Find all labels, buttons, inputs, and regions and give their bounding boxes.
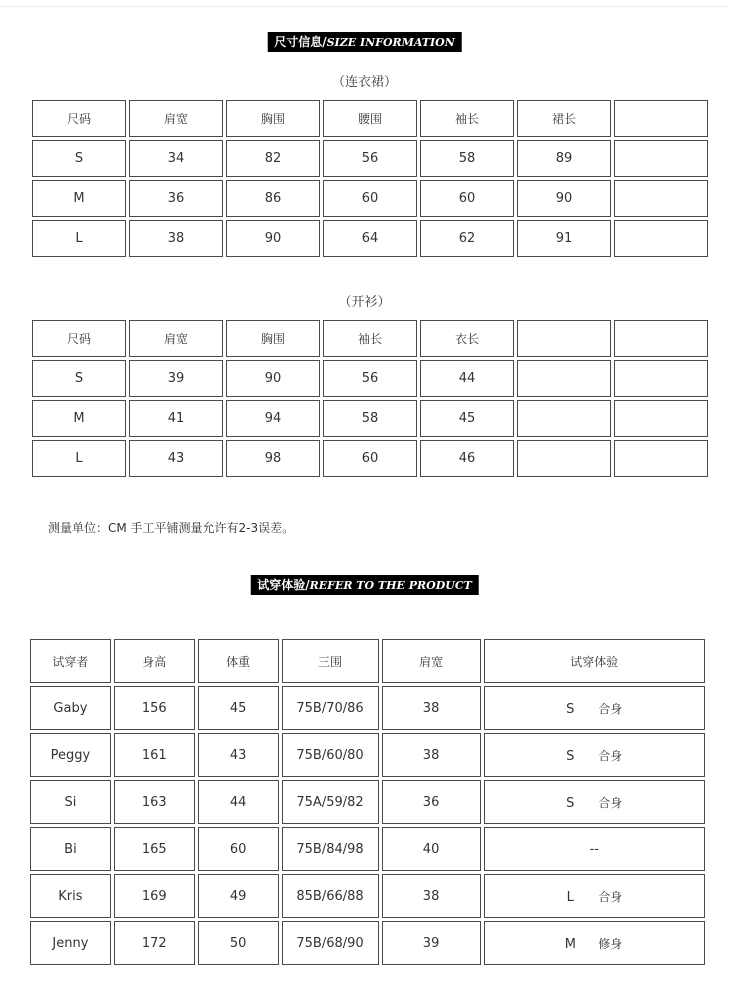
- tryon-name-cell: Gaby: [30, 686, 111, 730]
- table-cell: L: [32, 220, 126, 257]
- tryon-measurements-cell: 75A/59/82: [282, 780, 379, 824]
- table-cell: 58: [420, 140, 514, 177]
- tryon-height-cell: 156: [114, 686, 195, 730]
- header-cell: 体重: [198, 639, 279, 683]
- tryon-height-cell: 172: [114, 921, 195, 965]
- header-cell: [614, 320, 708, 357]
- header-cell: 衣长: [420, 320, 514, 357]
- tryon-measurements-cell: 85B/66/88: [282, 874, 379, 918]
- tryon-weight-cell: 60: [198, 827, 279, 871]
- tryon-shoulder-cell: 40: [382, 827, 481, 871]
- tryon-weight-cell: 49: [198, 874, 279, 918]
- table-cell: 45: [420, 400, 514, 437]
- table-cell: L: [32, 440, 126, 477]
- size-info-banner-cn: 尺寸信息/: [274, 35, 327, 49]
- table-row: [32, 360, 708, 397]
- tryon-name-cell: Kris: [30, 874, 111, 918]
- header-cell: [614, 100, 708, 137]
- tryon-height-cell: 163: [114, 780, 195, 824]
- tryon-fit: 修身: [598, 936, 623, 951]
- tryon-shoulder-cell: 39: [382, 921, 481, 965]
- table-cell: 56: [323, 140, 417, 177]
- tryon-shoulder-cell: 38: [382, 686, 481, 730]
- table-cell: [614, 360, 708, 397]
- table-cell: 38: [129, 220, 223, 257]
- table-cell: 34: [129, 140, 223, 177]
- table-cell: 36: [129, 180, 223, 217]
- table-cell: 91: [517, 220, 611, 257]
- tryon-name-cell: Si: [30, 780, 111, 824]
- header-cell: [517, 320, 611, 357]
- table-cell: [614, 220, 708, 257]
- dress-subtitle: （连衣裙）: [331, 75, 397, 90]
- table-row: [32, 440, 708, 477]
- table-cell: 41: [129, 400, 223, 437]
- table-row: [32, 220, 708, 257]
- tryon-weight-cell: 43: [198, 733, 279, 777]
- tryon-banner: [250, 575, 479, 595]
- header-cell: 试穿者: [30, 639, 111, 683]
- table-row: [30, 780, 705, 824]
- tryon-banner-cn: 试穿体验/: [257, 578, 310, 592]
- header-cell: 胸围: [226, 320, 320, 357]
- tryon-weight-cell: 44: [198, 780, 279, 824]
- table-row: [30, 874, 705, 918]
- header-cell: 肩宽: [129, 100, 223, 137]
- tryon-experience-cell: [484, 686, 705, 730]
- table-cell: [517, 440, 611, 477]
- tryon-experience-cell: [484, 874, 705, 918]
- tryon-banner-en: REFER TO THE PRODUCT: [309, 579, 472, 592]
- tryon-size: L: [566, 889, 574, 905]
- tryon-name-cell: Jenny: [30, 921, 111, 965]
- header-cell: 身高: [114, 639, 195, 683]
- tryon-height-cell: 161: [114, 733, 195, 777]
- tryon-height-cell: 165: [114, 827, 195, 871]
- tryon-size: S: [566, 795, 575, 811]
- table-cell: 46: [420, 440, 514, 477]
- header-cell: 裙长: [517, 100, 611, 137]
- tryon-fit: 合身: [598, 748, 623, 763]
- table-cell: 86: [226, 180, 320, 217]
- size-info-banner: [267, 32, 462, 52]
- table-cell: 44: [420, 360, 514, 397]
- tryon-experience-cell: [484, 921, 705, 965]
- tryon-fit: 合身: [598, 889, 623, 904]
- table-row: [30, 827, 705, 871]
- table-cell: 90: [226, 360, 320, 397]
- dress-header-row: [32, 100, 708, 137]
- header-cell: 袖长: [323, 320, 417, 357]
- tryon-shoulder-cell: 36: [382, 780, 481, 824]
- cardigan-subtitle: （开衫）: [338, 295, 391, 310]
- table-cell: 56: [323, 360, 417, 397]
- table-cell: [614, 180, 708, 217]
- table-cell: 64: [323, 220, 417, 257]
- header-cell: 试穿体验: [484, 639, 705, 683]
- tryon-experience-cell: [484, 733, 705, 777]
- tryon-size: S: [566, 748, 575, 764]
- table-cell: 94: [226, 400, 320, 437]
- table-cell: [517, 400, 611, 437]
- table-row: [32, 140, 708, 177]
- header-cell: 尺码: [32, 100, 126, 137]
- table-cell: [517, 360, 611, 397]
- tryon-measurements-cell: 75B/60/80: [282, 733, 379, 777]
- tryon-shoulder-cell: 38: [382, 874, 481, 918]
- table-cell: [614, 440, 708, 477]
- table-row: [32, 180, 708, 217]
- size-info-banner-en: SIZE INFORMATION: [326, 36, 455, 49]
- cardigan-size-table: [29, 317, 711, 480]
- table-row: [30, 686, 705, 730]
- table-cell: 62: [420, 220, 514, 257]
- measurement-note: 测量单位：CM 手工平铺测量允许有2-3误差。: [48, 521, 295, 535]
- dress-size-table: [29, 97, 711, 260]
- table-row: [30, 733, 705, 777]
- table-cell: 60: [323, 440, 417, 477]
- tryon-size: S: [566, 701, 575, 717]
- tryon-weight-cell: 45: [198, 686, 279, 730]
- tryon-header-row: [30, 639, 705, 683]
- table-cell: 90: [517, 180, 611, 217]
- table-cell: 58: [323, 400, 417, 437]
- table-cell: 82: [226, 140, 320, 177]
- tryon-measurements-cell: 75B/84/98: [282, 827, 379, 871]
- tryon-size: M: [564, 936, 576, 952]
- tryon-experience-cell: [484, 827, 705, 871]
- table-cell: 43: [129, 440, 223, 477]
- cardigan-header-row: [32, 320, 708, 357]
- table-cell: 98: [226, 440, 320, 477]
- table-cell: S: [32, 140, 126, 177]
- table-cell: 89: [517, 140, 611, 177]
- table-cell: M: [32, 180, 126, 217]
- tryon-height-cell: 169: [114, 874, 195, 918]
- header-cell: 三围: [282, 639, 379, 683]
- table-cell: 60: [323, 180, 417, 217]
- header-cell: 腰围: [323, 100, 417, 137]
- table-cell: M: [32, 400, 126, 437]
- tryon-table: [27, 636, 708, 968]
- tryon-measurements-cell: 75B/70/86: [282, 686, 379, 730]
- table-cell: 60: [420, 180, 514, 217]
- tryon-name-cell: Peggy: [30, 733, 111, 777]
- table-cell: 39: [129, 360, 223, 397]
- tryon-measurements-cell: 75B/68/90: [282, 921, 379, 965]
- header-cell: 胸围: [226, 100, 320, 137]
- tryon-shoulder-cell: 38: [382, 733, 481, 777]
- tryon-experience-cell: [484, 780, 705, 824]
- table-row: [32, 400, 708, 437]
- tryon-weight-cell: 50: [198, 921, 279, 965]
- table-cell: [614, 400, 708, 437]
- table-row: [30, 921, 705, 965]
- tryon-fit: 合身: [598, 701, 623, 716]
- tryon-fit: 合身: [598, 795, 623, 810]
- header-cell: 袖长: [420, 100, 514, 137]
- table-cell: [614, 140, 708, 177]
- header-cell: 肩宽: [382, 639, 481, 683]
- table-cell: 90: [226, 220, 320, 257]
- tryon-size: --: [589, 841, 599, 857]
- table-cell: S: [32, 360, 126, 397]
- tryon-name-cell: Bi: [30, 827, 111, 871]
- header-cell: 肩宽: [129, 320, 223, 357]
- top-divider: [0, 6, 729, 7]
- header-cell: 尺码: [32, 320, 126, 357]
